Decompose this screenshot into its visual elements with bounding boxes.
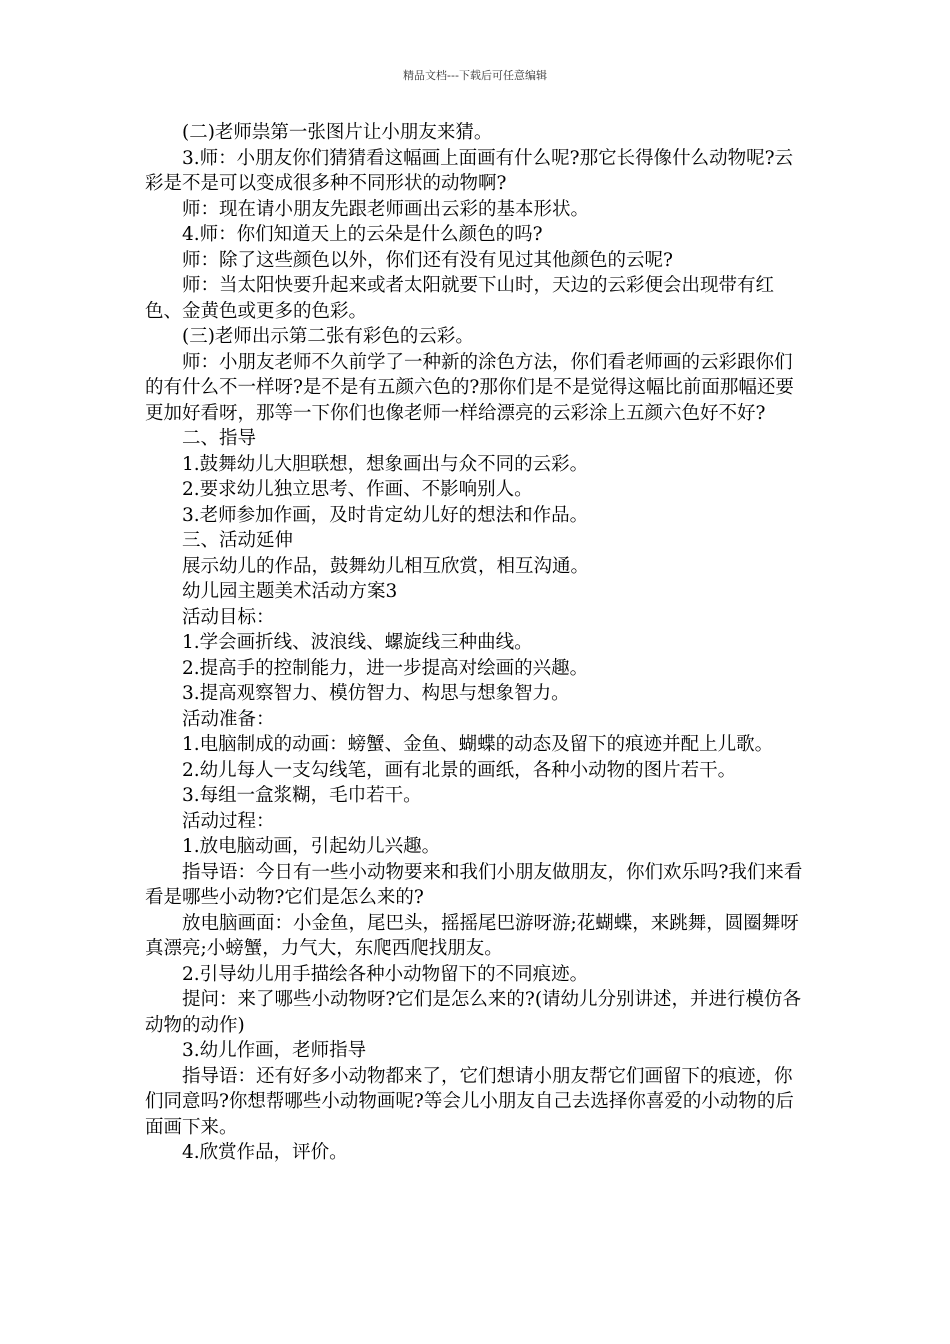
paragraph: 2.提高手的控制能力，进一步提高对绘画的兴趣。 xyxy=(182,657,589,679)
paragraph: 师：除了这些颜色以外，你们还有没有见过其他颜色的云呢? xyxy=(182,249,673,271)
page-header: 精品文档---下载后可任意编辑 xyxy=(403,69,547,82)
section-heading: 三、活动延伸 xyxy=(182,530,294,551)
section-heading: 幼儿园主题美术活动方案3 xyxy=(182,581,398,602)
paragraph: 3.每组一盒浆糊，毛巾若干。 xyxy=(182,785,422,806)
paragraph: 放电脑画面：小金鱼，尾巴头，摇摇尾巴游呀游;花蝴蝶，来跳舞，圆圈舞呀真漂亮;小螃蟹，力气大，东爬西爬找朋友。 xyxy=(145,912,799,959)
paragraph: 师：现在请小朋友先跟老师画出云彩的基本形状。 xyxy=(182,198,590,220)
paragraph: 指导语：今日有一些小动物要来和我们小朋友做朋友，你们欢乐吗?我们来看看是哪些小动物?它们是怎么来的? xyxy=(145,861,803,908)
paragraph: 2.要求幼儿独立思考、作画、不影响别人。 xyxy=(182,479,533,500)
paragraph: (三)老师出示第二张有彩色的云彩。 xyxy=(182,326,474,347)
paragraph: 指导语：还有好多小动物都来了，它们想请小朋友帮它们画留下的痕迹，你们同意吗?你想帮哪些小动物画呢?等会儿小朋友自己去选择你喜爱的小动物的后面画下来。 xyxy=(145,1065,794,1138)
paragraph: 1.学会画折线、波浪线、螺旋线三种曲线。 xyxy=(182,632,533,653)
paragraph: 师：小朋友老师不久前学了一种新的涂色方法，你们看老师画的云彩跟你们的有什么不一样呀?是不是有五颜六色的?那你们是不是觉得这幅比前面那幅还要更加好看呀，那等一下你们也像老师一样给漂亮的云彩涂上五颜六色好不好? xyxy=(145,351,794,424)
paragraph: 3.师：小朋友你们猜猜看这幅画上面画有什么呢?那它长得像什么动物呢?云彩是不是可以变成很多种不同形状的动物啊? xyxy=(145,147,793,194)
paragraph: 展示幼儿的作品，鼓舞幼儿相互欣赏，相互沟通。 xyxy=(182,555,590,577)
section-heading: 活动目标： xyxy=(182,606,275,628)
paragraph: 2.引导幼儿用手描绘各种小动物留下的不同痕迹。 xyxy=(182,963,589,985)
paragraph: 1.电脑制成的动画：螃蟹、金鱼、蝴蝶的动态及留下的痕迹并配上儿歌。 xyxy=(182,734,774,755)
section-heading: 二、指导 xyxy=(182,428,257,449)
paragraph: 1.放电脑动画，引起幼儿兴趣。 xyxy=(182,836,441,857)
paragraph: 3.幼儿作画，老师指导 xyxy=(182,1040,367,1061)
paragraph: 1.鼓舞幼儿大胆联想，想象画出与众不同的云彩。 xyxy=(182,453,589,475)
paragraph: (二)老师祟第一张图片让小朋友来猜。 xyxy=(182,122,493,143)
section-heading: 活动过程： xyxy=(182,810,275,832)
document-body xyxy=(145,120,809,1166)
paragraph: 师：当太阳快要升起来或者太阳就要下山时，天边的云彩便会出现带有红色、金黄色或更多的色彩。 xyxy=(145,275,775,322)
paragraph: 2.幼儿每人一支勾线笔，画有北景的画纸，各种小动物的图片若干。 xyxy=(182,759,737,781)
section-heading: 活动准备： xyxy=(182,708,275,730)
paragraph: 4.师：你们知道天上的云朵是什么颜色的吗? xyxy=(182,224,543,245)
paragraph: 3.老师参加作画，及时肯定幼儿好的想法和作品。 xyxy=(182,504,589,526)
paragraph: 提问：来了哪些小动物呀?它们是怎么来的?(请幼儿分别讲述，并进行模仿各动物的动作) xyxy=(145,989,802,1036)
paragraph: 4.欣赏作品，评价。 xyxy=(182,1142,348,1163)
paragraph: 3.提高观察智力、模仿智力、构思与想象智力。 xyxy=(182,683,570,704)
